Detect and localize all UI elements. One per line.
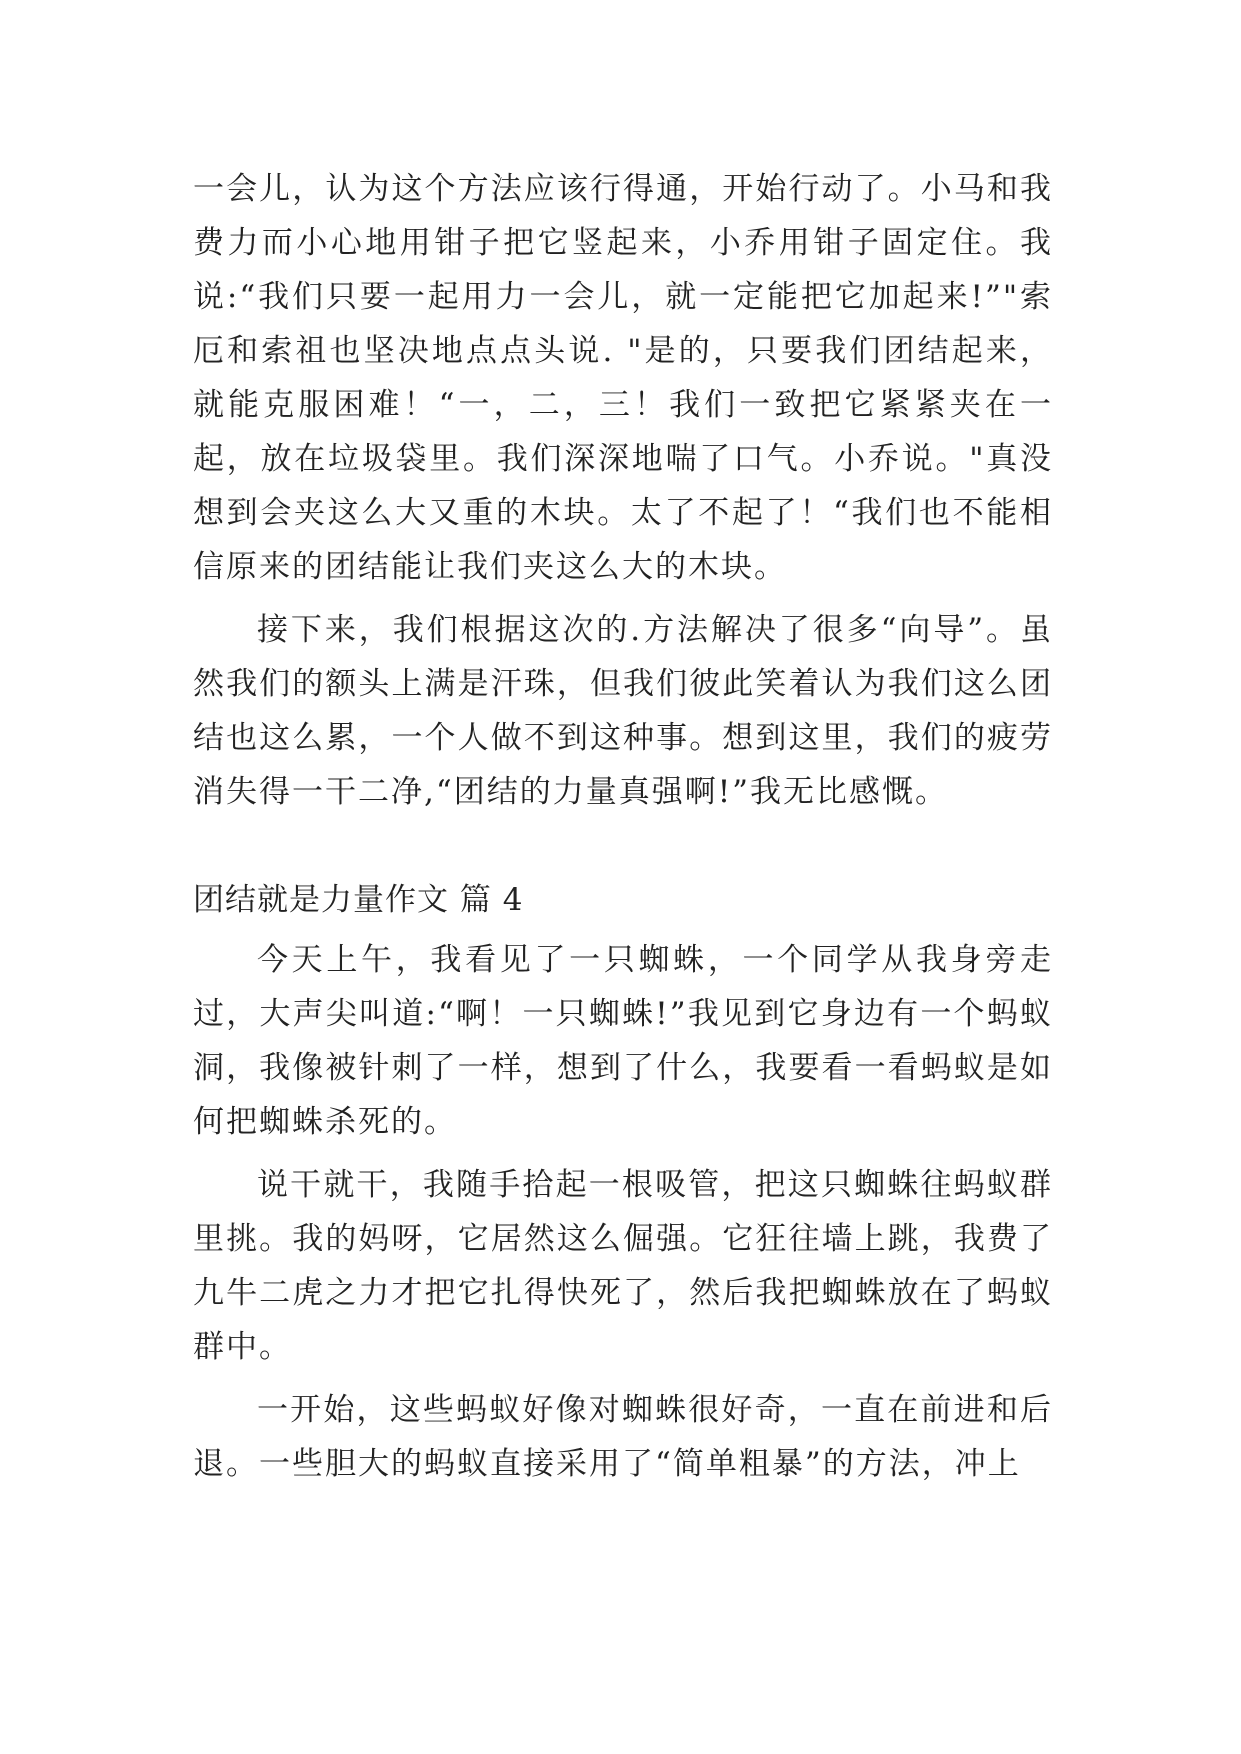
paragraph-ants-curious: 一开始，这些蚂蚁好像对蜘蛛很好奇，一直在前进和后退。一些胆大的蚂蚁直接采用了“简单粗暴”的方法，冲上	[193, 1392, 1053, 1482]
section-heading: 团结就是力量作文 篇 4	[193, 882, 524, 918]
paragraph-next-steps: 接下来，我们根据这次的.方法解决了很多“向导”。虽然我们的额头上满是汗珠，但我们彼此笑着认为我们这么团结也这么累，一个人做不到这种事。想到这里，我们的疲劳消失得一干二净,“团结的力量真强啊!”我无比感慨。	[193, 612, 1053, 810]
section-gap	[193, 828, 1053, 873]
paragraph-spider-seen: 今天上午，我看见了一只蜘蛛，一个同学从我身旁走过，大声尖叫道:“啊！一只蜘蛛!”我见到它身边有一个蚂蚁洞，我像被针刺了一样，想到了什么，我要看一看蚂蚁是如何把蜘蛛杀死的。	[193, 942, 1053, 1140]
document-body	[193, 162, 1053, 1500]
paragraph-continuation: 一会儿，认为这个方法应该行得通，开始行动了。小马和我费力而小心地用钳子把它竖起来，小乔用钳子固定住。我说:“我们只要一起用力一会儿，就一定能把它加起来!”"索厄和索祖也坚决地点点头说. "是的，只要我们团结起来，就能克服困难！“一，二，三！我们一致把它紧紧夹在一起，放在垃圾袋里。我们深深地喘了口气。小乔说。"真没想到会夹这么大又重的木块。太了不起了！“我们也不能相信原来的团结能让我们夹这么大的木块。	[193, 171, 1053, 585]
paragraph-spider-moved: 说干就干，我随手拾起一根吸管，把这只蜘蛛往蚂蚁群里挑。我的妈呀，它居然这么倔强。它狂往墙上跳，我费了九牛二虎之力才把它扎得快死了，然后我把蜘蛛放在了蚂蚁群中。	[193, 1167, 1053, 1365]
